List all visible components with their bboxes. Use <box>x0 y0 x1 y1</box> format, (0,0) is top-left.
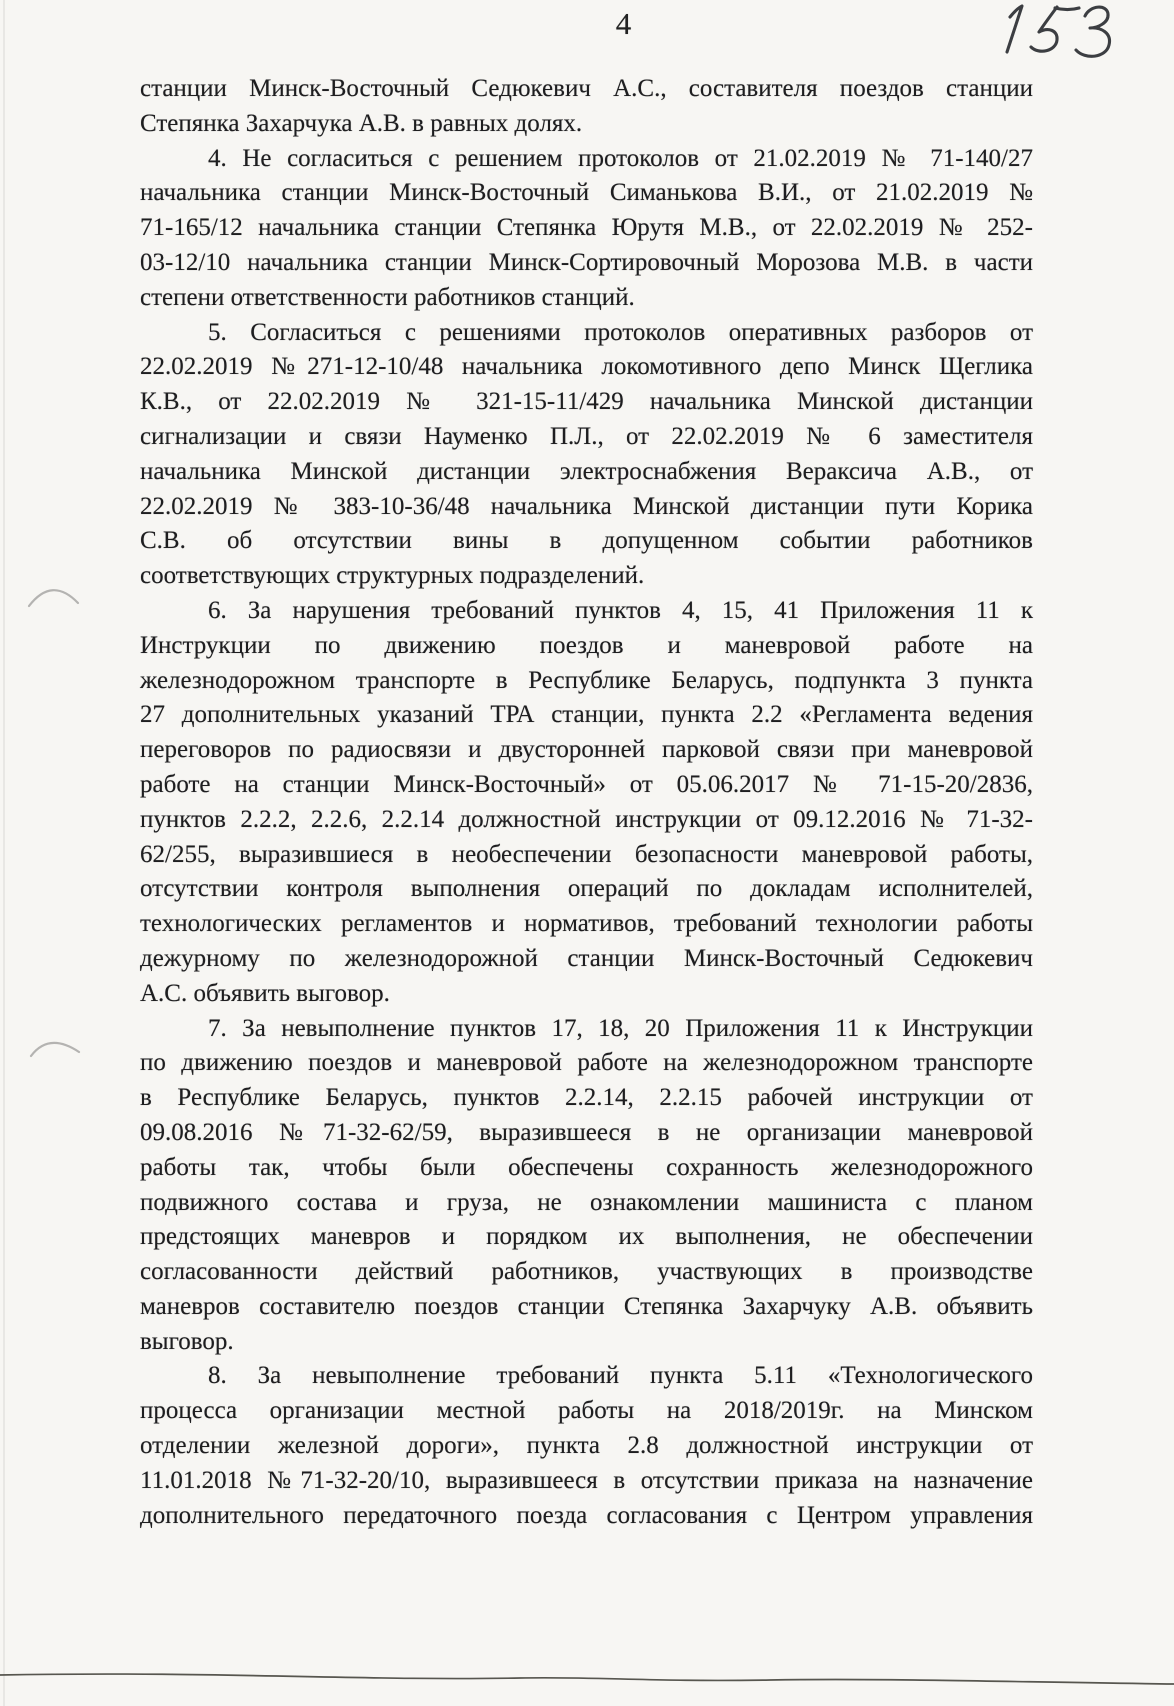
paragraph <box>140 594 1033 1012</box>
text-line: Степянка Захарчука А.В. в равных долях. <box>140 109 583 137</box>
paragraph <box>140 1359 1033 1533</box>
text-line: предстоящих маневров и порядком их выполнения, не обеспечении <box>140 1223 1033 1251</box>
text-line: в Республике Беларусь, пунктов 2.2.14, 2.2.15 рабочей инструкции от <box>140 1084 1033 1112</box>
text-line: технологических регламентов и нормативов, требований технологии работы <box>140 910 1033 938</box>
handwritten-153-icon <box>985 0 1145 66</box>
text-line: по движению поездов и маневровой работе на железнодорожном транспорте <box>140 1049 1033 1077</box>
text-line: 03-12/10 начальника станции Минск-Сортировочный Морозова М.В. в части <box>140 248 1033 276</box>
text-line: Инструкции по движению поездов и маневровой работе на <box>140 631 1033 659</box>
text-line: 22.02.2019 № 383-10-36/48 начальника Минской дистанции пути Корика <box>140 492 1033 520</box>
text-line: 7. За невыполнение пунктов 17, 18, 20 Приложения 11 к Инструкции <box>208 1014 1033 1042</box>
text-line: процесса организации местной работы на 2018/2019г. на Минском <box>140 1397 1033 1425</box>
text-line: начальника Минской дистанции электроснабжения Вераксича А.В., от <box>140 457 1033 485</box>
text-line: сигнализации и связи Науменко П.Л., от 22.02.2019 № 6 заместителя <box>140 422 1033 450</box>
text-line: маневров составителю поездов станции Степянка Захарчуку А.В. объявить <box>140 1292 1033 1320</box>
pencil-mark-icon <box>27 1036 85 1064</box>
text-line: 4. Не согласиться с решением протоколов от 21.02.2019 № 71-140/27 <box>208 144 1033 172</box>
text-line: 62/255, выразившиеся в необеспечении безопасности маневровой работы, <box>140 840 1033 868</box>
paragraph <box>140 1012 1033 1360</box>
text-line: дополнительного передаточного поезда согласования с Центром управления <box>140 1501 1033 1529</box>
text-line: соответствующих структурных подразделений. <box>140 562 645 590</box>
document-text <box>140 72 1033 1533</box>
paragraph <box>140 72 1033 142</box>
text-line: А.С. объявить выговор. <box>140 979 390 1007</box>
paragraph <box>140 316 1033 594</box>
text-line: переговоров по радиосвязи и двусторонней парковой связи при маневровой <box>140 736 1033 764</box>
text-line: К.В., от 22.02.2019 № 321-15-11/429 начальника Минской дистанции <box>140 388 1033 416</box>
text-line: пунктов 2.2.2, 2.2.6, 2.2.14 должностной инструкции от 09.12.2016 № 71-32- <box>140 805 1033 833</box>
paragraph <box>140 142 1033 316</box>
handwritten-folio <box>985 0 1145 66</box>
text-line: согласованности действий работников, участвующих в производстве <box>140 1258 1033 1286</box>
page-number: 4 <box>615 6 633 41</box>
text-line: подвижного состава и груза, не ознакомлении машиниста с планом <box>140 1188 1033 1216</box>
text-line: железнодорожном транспорте в Республике Беларусь, подпункта 3 пункта <box>140 666 1033 694</box>
text-line: отсутствии контроля выполнения операций по докладам исполнителей, <box>140 875 1033 903</box>
pencil-mark-icon <box>25 582 83 610</box>
text-line: выговор. <box>140 1327 234 1355</box>
text-line: С.В. об отсутствии вины в допущенном событии работников <box>140 527 1033 555</box>
text-line: дежурному по железнодорожной станции Минск-Восточный Седюкевич <box>140 944 1033 972</box>
text-line: 09.08.2016 №71-32-62/59, выразившееся в не организации маневровой <box>140 1118 1033 1146</box>
text-line: 71-165/12 начальника станции Степянка Юрутя М.В., от 22.02.2019 № 252- <box>140 214 1033 242</box>
text-line: начальника станции Минск-Восточный Симанькова В.И., от 21.02.2019 № <box>140 179 1033 207</box>
text-line: работе на станции Минск-Восточный» от 05.06.2017 № 71-15-20/2836, <box>140 770 1033 798</box>
text-line: 11.01.2018 №71-32-20/10, выразившееся в отсутствии приказа на назначение <box>140 1466 1033 1494</box>
text-line: работы так, чтобы были обеспечены сохранность железнодорожного <box>140 1153 1033 1181</box>
text-line: станции Минск-Восточный Седюкевич А.С., составителя поездов станции <box>140 75 1033 102</box>
text-line: 5. Согласиться с решениями протоколов оперативных разборов от <box>208 318 1033 346</box>
text-line: 27 дополнительных указаний ТРА станции, пункта 2.2 «Регламента ведения <box>140 701 1033 729</box>
text-line: 22.02.2019 №271-12-10/48 начальника локомотивного депо Минск Щеглика <box>140 353 1033 381</box>
text-line: 8. За невыполнение требований пункта 5.11 «Технологического <box>208 1362 1033 1390</box>
text-line: отделении железной дороги», пункта 2.8 должностной инструкции от <box>140 1432 1033 1460</box>
text-line: 6. За нарушения требований пунктов 4, 15, 41 Приложения 11 к <box>208 596 1033 624</box>
text-line: степени ответственности работников станций. <box>140 283 635 311</box>
page-edge-line <box>0 1668 1174 1692</box>
